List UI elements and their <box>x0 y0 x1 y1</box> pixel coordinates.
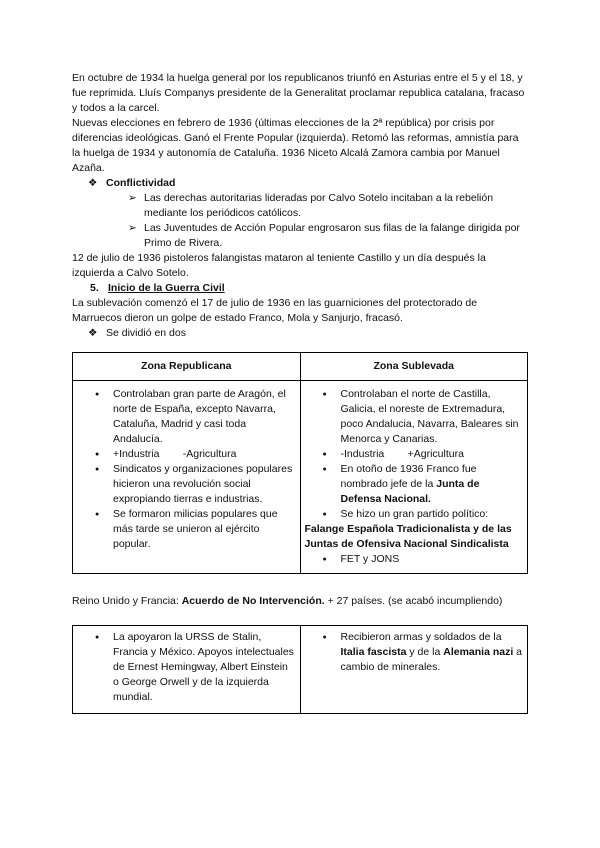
list-item: ● Sindicatos y organizaciones populares hicieron una revolución social expropiando tierras e industrias. <box>73 462 296 507</box>
list-item <box>301 630 524 675</box>
list-item: ● -Industria +Agricultura <box>301 447 524 462</box>
split-line <box>72 326 528 341</box>
list-item: ● Se hizo un gran partido político: <box>301 507 524 522</box>
list-item-text: En otoño de 1936 Franco fue nombrado jefe de la <box>340 463 477 490</box>
alemania-label: Alemania nazi <box>443 646 514 658</box>
arrow-bullet-icon: ➢ <box>128 222 137 234</box>
split-text: Se dividió en dos <box>106 327 186 339</box>
diamond-bullet-icon: ❖ <box>88 177 98 189</box>
reino-post-text: + 27 países. (se acabó incumpliendo) <box>324 595 503 607</box>
list-item: ● Controlaban gran parte de Aragón, el norte de España, excepto Navarra, Cataluña, Madrid y casi toda Andalucía. <box>73 387 296 447</box>
diamond-bullet-icon: ❖ <box>88 327 98 339</box>
section-number: 5. <box>90 282 99 294</box>
zona-republicana-header: Zona Republicana <box>73 353 301 381</box>
paragraph-1936-elections: Nuevas elecciones en febrero de 1936 (últimas elecciones de la 2ª república) por crisis por diferencias ideológicas. Ganó el Frente Popular (izquierda). Retomó las reformas, amnistía para la huelga de 1934 y autonomía de Cataluña. 1936 Niceto Alcalá Zamora cambia por Manuel Azaña. <box>72 117 519 174</box>
support-sublevada-list <box>301 630 524 675</box>
list-item: ● Controlaban el norte de Castilla, Galicia, el noreste de Extremadura, poco Andalucia, Navarra, Baleares sin Menorca y Canarias. <box>301 387 524 447</box>
zones-table <box>72 352 528 574</box>
support-republicana-list <box>73 630 296 705</box>
arrow-bullet-icon: ➢ <box>128 192 137 204</box>
paragraph-no-intervencion <box>72 594 528 609</box>
support-sublevada-cell <box>300 626 528 714</box>
no-intervencion-label: Acuerdo de No Intervención. <box>181 595 325 607</box>
conflict-title: Conflictividad <box>106 177 176 189</box>
conflict-item-text: Las derechas autoritarias lideradas por Calvo Sotelo incitaban a la rebelión mediante los periódicos católicos. <box>144 192 494 219</box>
list-item: ● +Industria -Agricultura <box>73 447 296 462</box>
paragraph-castillo: 12 de julio de 1936 pistoleros falangistas mataron al teniente Castillo y un día después la izquierda a Calvo Sotelo. <box>72 252 486 279</box>
document-content <box>72 71 528 714</box>
support-republicana-cell <box>73 626 301 714</box>
party-name: Falange Española Tradicionalista y de las Juntas de Ofensiva Nacional Sindicalista <box>304 523 512 550</box>
list-item: ● La apoyaron la URSS de Stalin, Francia y México. Apoyos intelectuales de Ernest Hemingway, Albert Einstein o George Orwell y de la izquierda mundial. <box>73 630 296 705</box>
zona-republicana-list <box>73 387 296 552</box>
paragraph-1934: En octubre de 1934 la huelga general por los republicanos triunfó en Asturias entre el 5 y el 18, y fue reprimida. Lluís Companys presidente de la Generalitat proclamar republica catalana, fracaso y todos a la carcel. <box>72 72 525 114</box>
italia-label: Italia fascista <box>340 646 407 658</box>
conflict-item <box>72 191 528 221</box>
conflict-item <box>72 221 528 251</box>
zona-sublevada-header: Zona Sublevada <box>300 353 528 381</box>
list-item <box>301 462 524 507</box>
list-item-text: a cambio de minerales. <box>340 646 523 673</box>
reino-pre-text: Reino Unido y Francia: <box>72 595 182 607</box>
zona-sublevada-list <box>301 387 524 522</box>
party-acronym-list <box>301 552 524 567</box>
list-item: ● FET y JONS <box>301 552 524 567</box>
list-item-text: Recibieron armas y soldados de la <box>340 631 502 643</box>
paragraph-sublevacion: La sublevación comenzó el 17 de julio de 1936 en las guarniciones del protectorado de Marruecos dieron un golpe de estado Franco, Mola y Sanjurjo, fracasó. <box>72 297 478 324</box>
section-heading <box>72 281 528 296</box>
list-item-text: y de la <box>406 646 444 658</box>
conflict-item-text: Las Juventudes de Acción Popular engrosaron sus filas de la falange dirigida por Primo de Rivera. <box>144 222 520 249</box>
conflict-heading <box>72 176 528 191</box>
zona-republicana-cell <box>73 381 301 574</box>
junta-defensa-label: Junta de Defensa Nacional. <box>340 478 480 505</box>
list-item: ● Se formaron milicias populares que más tarde se unieron al ejército popular. <box>73 507 296 552</box>
support-table <box>72 625 528 714</box>
section-title: Inicio de la Guerra Civil <box>108 282 225 294</box>
zona-sublevada-cell <box>300 381 528 574</box>
